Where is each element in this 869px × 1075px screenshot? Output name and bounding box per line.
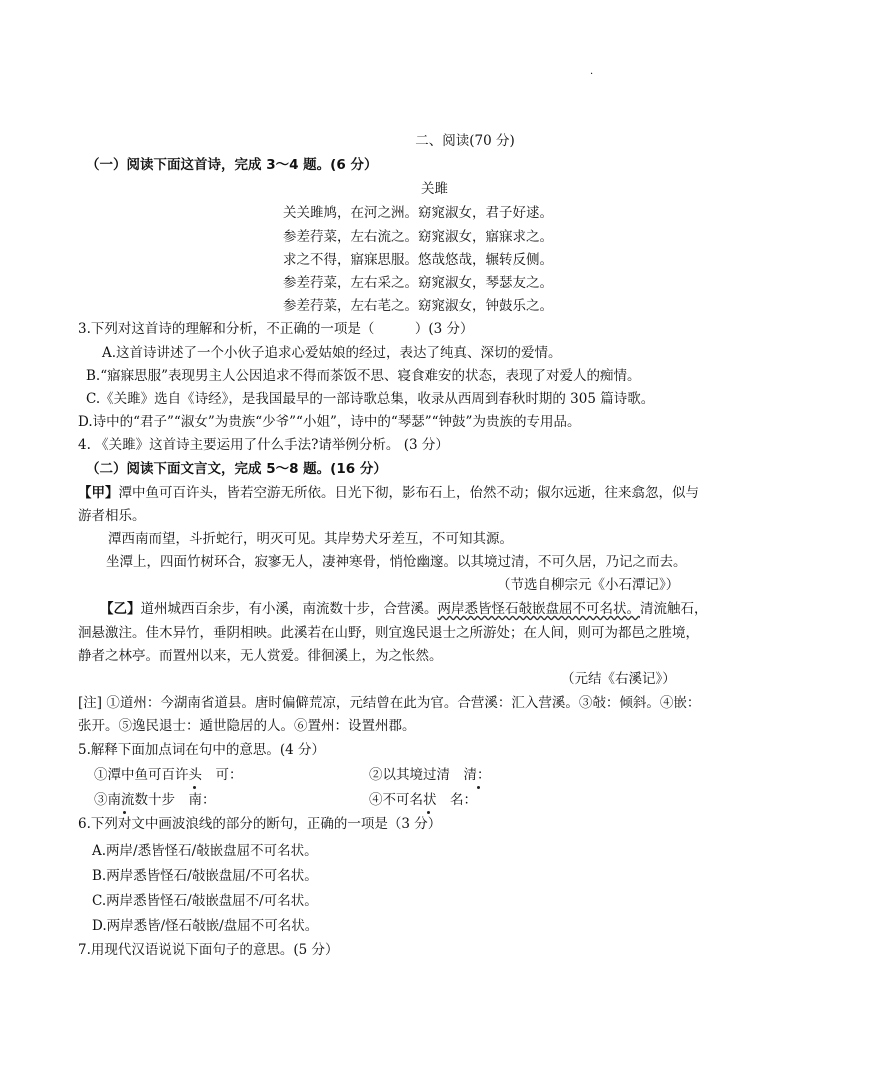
passage-yi-tag: 【乙】 [100, 601, 141, 617]
passage-yi-text: 清流触石， [640, 601, 708, 617]
q3-option-b: B.“寤寐思服”表现男主人公因追求不得而茶饭不思、寝食难安的状态，表现了对爱人的痴情。 [86, 368, 641, 384]
emphasis-dot [123, 811, 126, 814]
q6-option-b: B.两岸悉皆怪石/敧嵌盘屈/不可名状。 [92, 868, 318, 884]
q5-item: ③南流数十步 南： [94, 792, 216, 808]
q5-item: ①潭中鱼可百许头 可： [94, 767, 243, 783]
note-line: 张开。⑤逸民退士：遁世隐居的人。⑥置州：设置州郡。 [78, 718, 416, 734]
q6-option-a: A.两岸/悉皆怪石/敧嵌盘屈不可名状。 [92, 843, 318, 859]
passage-jia-source: （节选自柳宗元《小石潭记》） [497, 577, 680, 593]
emphasis-dot [477, 786, 480, 789]
section-title: 二、阅读(70 分) [415, 133, 515, 149]
passage-jia-tag: 【甲】 [78, 485, 119, 501]
poem-line: 参差荇菜，左右采之。窈窕淑女，琴瑟友之。 [283, 275, 553, 291]
wavy-underlined-sentence: 两岸悉皆怪石敧嵌盘屈不可名状。 [437, 601, 640, 617]
passage-jia-line: 潭西南而望，斗折蛇行，明灭可见。其岸势犬牙差互，不可知其源。 [108, 531, 513, 547]
corner-mark: · [590, 69, 594, 80]
passage-jia-text: 潭中鱼可百许头，皆若空游无所依。日光下彻，影布石上，佁然不动；俶尔远逝，往来翕忽，似与 [118, 485, 699, 501]
poem-line: 关关雎鸠，在河之洲。窈窕淑女，君子好逑。 [283, 205, 553, 221]
q3-option-a: A.这首诗讲述了一个小伙子追求心爱姑娘的经过，表达了纯真、深切的爱情。 [102, 345, 562, 361]
question-3: 3.下列对这首诗的理解和分析，不正确的一项是（ ）(3 分） [78, 321, 474, 337]
passage-jia-line: 游者相乐。 [78, 508, 146, 524]
question-4: 4. 《关雎》这首诗主要运用了什么手法?请举例分析。 (3 分） [78, 437, 449, 453]
question-5: 5.解释下面加点词在句中的意思。(4 分） [78, 742, 326, 758]
poem-line: 参差荇菜，左右芼之。窈窕淑女，钟鼓乐之。 [283, 298, 553, 314]
passage-yi-line: 静者之林亭。而置州以来，无人赏爱。徘徊溪上，为之怅然。 [78, 648, 443, 664]
question-7: 7.用现代汉语说说下面句子的意思。(5 分） [78, 942, 339, 958]
passage-jia-line [78, 484, 699, 502]
passage-yi-text: 道州城西百余步，有小溪，南流数十步，合营溪。 [140, 601, 438, 617]
note-line: [注] ①道州：今湖南省道县。唐时偏僻荒凉，元结曾在此为官。合营溪：汇入营溪。③敧：倾斜。④嵌： [78, 695, 701, 711]
emphasis-dot [193, 786, 196, 789]
passage-yi-source: （元结《右溪记》） [561, 671, 676, 687]
poem-line: 参差荇菜，左右流之。窈窕淑女，寤寐求之。 [283, 229, 553, 245]
q3-option-c: C.《关雎》选自《诗经》，是我国最早的一部诗歌总集，收录从西周到春秋时期的 305 篇诗歌。 [86, 391, 655, 407]
part2-heading: （二）阅读下面文言文，完成 5～8 题。(16 分） [86, 461, 387, 477]
passage-yi-line: 洄悬激注。佳木异竹，垂阴相映。此溪若在山野，则宜逸民退士之所游处；在人间，则可为都邑之胜境， [78, 625, 699, 641]
q3-option-d: D.诗中的“君子”“淑女”为贵族“少爷”“小姐”，诗中的“琴瑟”“钟鼓”为贵族的专用品。 [78, 414, 581, 430]
poem-line: 求之不得，寤寐思服。悠哉悠哉，辗转反侧。 [283, 252, 553, 268]
q5-item: ②以其境过清 清： [369, 767, 491, 783]
question-6: 6.下列对文中画波浪线的部分的断句，正确的一项是（3 分） [78, 816, 442, 832]
part1-heading: （一）阅读下面这首诗，完成 3～4 题。(6 分） [86, 157, 378, 173]
passage-yi-line [100, 600, 708, 618]
q6-option-c: C.两岸悉皆怪石/敧嵌盘屈不/可名状。 [92, 893, 318, 909]
passage-jia-line: 坐潭上，四面竹树环合，寂寥无人，凄神寒骨，悄怆幽邃。以其境过清，不可久居，乃记之而去。 [106, 554, 687, 570]
emphasis-dot [427, 811, 430, 814]
q6-option-d: D.两岸悉皆/怪石敧嵌/盘屈不可名状。 [92, 918, 319, 934]
q5-item: ④不可名状 名： [369, 792, 477, 808]
poem-title: 关雎 [421, 181, 448, 197]
